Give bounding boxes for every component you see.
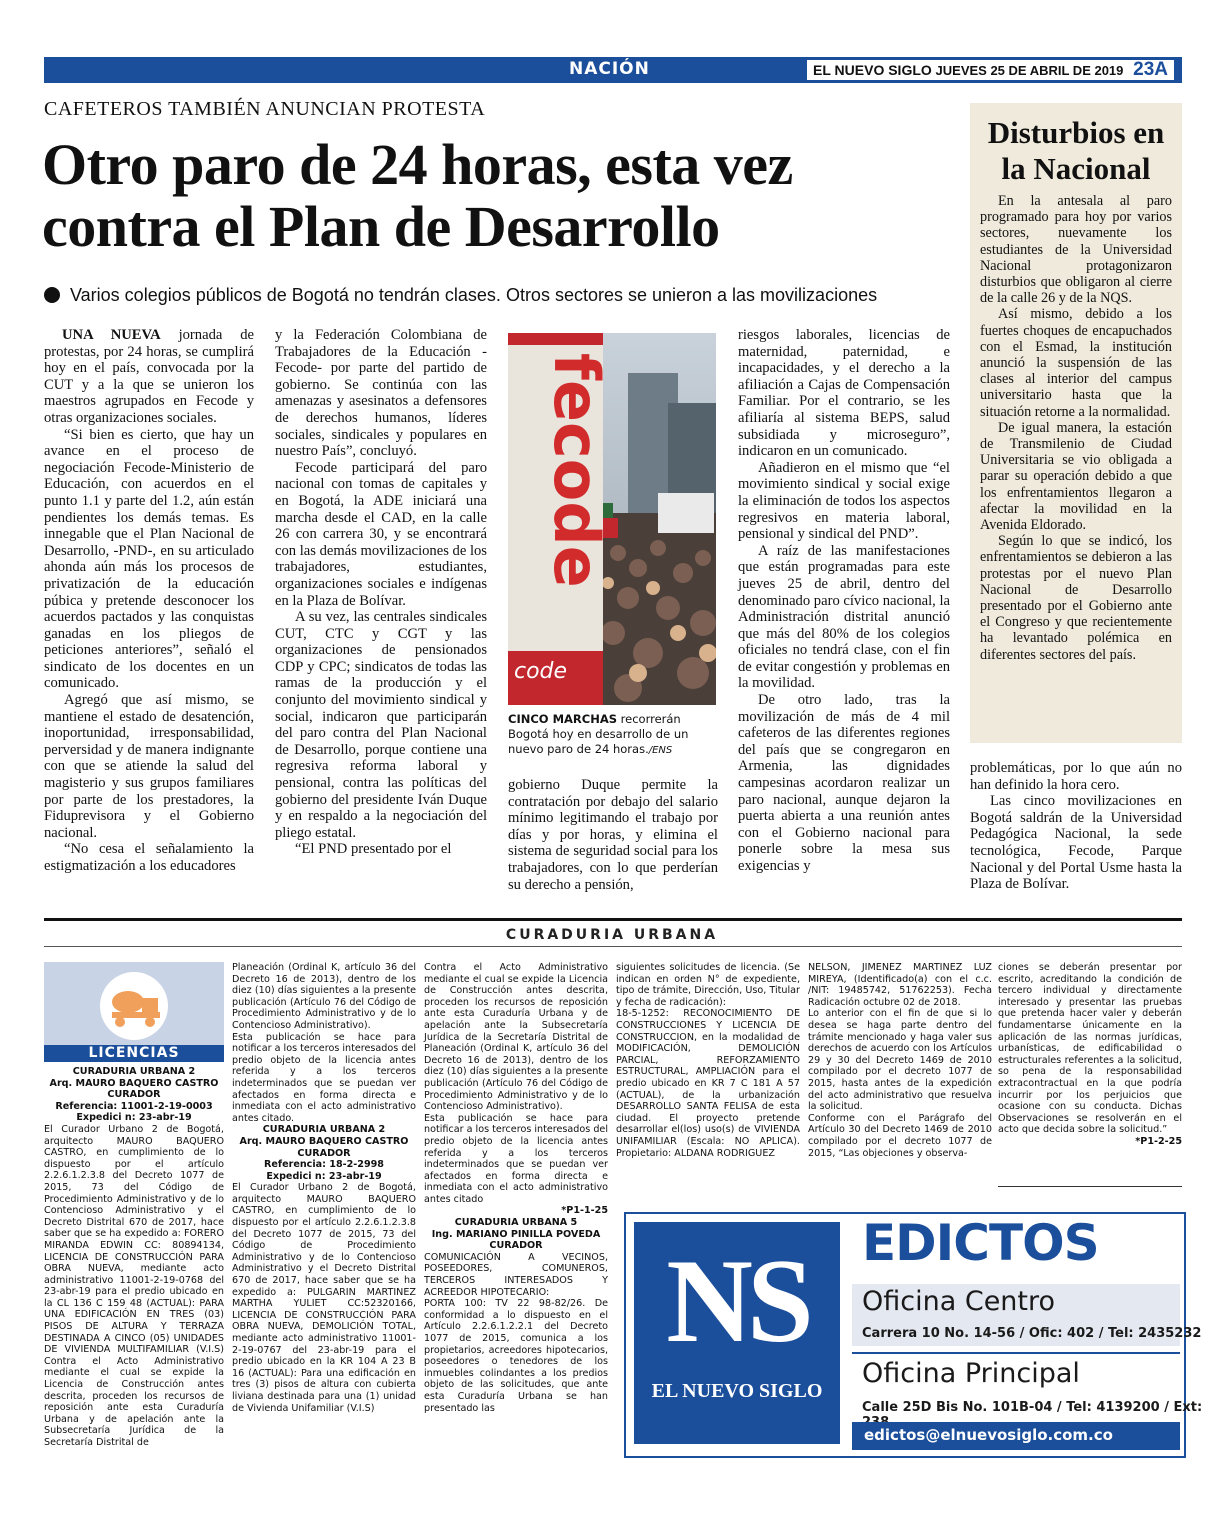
cement-truck-icon <box>44 962 224 1046</box>
notice-line: Esta publicación se hace para notificar a los terceros interesados del predio objeto de la licencia antes referida y a los terceros indeterminados que se puedan ver afectados en forma directa e inmediata con el acto administrativo antes citado. <box>232 1031 416 1124</box>
paragraph: y la Federación Colombiana de Trabajadores de la Educación -Fecode- por parte del partido de gobierno. Se continúa con las amenazas y asesinatos a defensores de derechos humanos, líderes sociales, sindicales y populares en nuestro País”, concluyó. <box>275 327 487 460</box>
paragraph: De otro lado, tras la movilización de más de 4 mil cafeteros de las diferentes regiones del país que se congregaron en Armenia, las dignidades campesinas acordaron realizar un paro nacional, aunque dejaron la puerta abierta a una reunión antes con el Gobierno nacional para ponerle sobre la mesa sus exigencias y <box>738 692 950 874</box>
notice-line: 18-5-1252: RECONOCIMIENTO DE CONSTRUCCIONES Y LICENCIA DE CONSTRUCCION, en la modalidad de MODIFICACIÓN, DEMOLICIÓN PARCIAL, REFORZAMIENTO ESTRUCTURAL, AMPLIACIÓN para el predio ubicado en KR 7 C 181 A 57 (ACTUAL), de la urbanización DESARROLLO SANTA FELISA de esta ciudad. El proyecto pretende desarrollar el(los) uso(s) de VIVIENDA UNIFAMILIAR (Escala: NO APLICA). Propietario: ALDANA RODRIGUEZ <box>616 1008 800 1159</box>
article-column-2 <box>275 327 487 858</box>
page-number: 23A <box>1133 59 1168 80</box>
kicker: CAFETEROS TAMBIÉN ANUNCIAN PROTESTA <box>44 98 486 120</box>
edictos-title: EDICTOS <box>862 1214 1099 1272</box>
ns-logo-name: EL NUEVO SIGLO <box>651 1380 823 1402</box>
sidebar-title-line-1: Disturbios en <box>987 115 1165 150</box>
notice-line: CURADURIA URBANA 5 <box>454 1217 578 1229</box>
paragraph: A raíz de las manifestaciones que están programadas para este jueves 25 de abril, dentro del denominado paro cívico nacional, la Administración distrital anunció que más del 80% de los colegios oficiales no tendrá clase, con el fin de evitar congestión y problemas en la movilidad. <box>738 542 950 692</box>
bullet-icon <box>44 287 60 303</box>
article-column-3 <box>508 777 718 893</box>
issue-date: JUEVES 25 DE ABRIL DE 2019 <box>935 63 1124 78</box>
notice-line: *P1-2-25 <box>1135 1135 1182 1147</box>
notice-line: CURADURIA URBANA 2 <box>72 1066 196 1077</box>
article-column-5 <box>970 760 1182 893</box>
notice-line: Conforme con el Parágrafo del Artículo 30 del Decreto 1469 de 2010 compilado por el decreto 1077 de 2015, “Las objeciones y observa- <box>808 1112 992 1159</box>
paragraph: “No cesa el señalamiento la estigmatización a los educadores <box>44 841 254 874</box>
paragraph: Fecode participará del paro nacional con tomas de capitales y en Bogotá, la ADE iniciará una marcha desde el CAD, en la calle 26 con carrera 30, y se encontrará con las demás movilizaciones de los trabajadores, estudiantes, organizaciones sociales e indígenas en la Plaza de Bolívar. <box>275 459 487 609</box>
caption-text: recorrerán Bogotá hoy en desarrollo de un nuevo paro de 24 horas. <box>508 712 689 756</box>
deck <box>44 285 964 306</box>
headline <box>42 134 962 258</box>
sidebar-paragraph: De igual manera, la estación de Transmilenio de Ciudad Universitaria se vio obligada a parar su operación debido a que los enfrentamientos llegaron a afectar la movilidad en la Avenida Eldorado. <box>980 419 1172 534</box>
folio <box>807 60 1174 80</box>
paragraph: “Si bien es cierto, que hay un avance en el proceso de negociación Fecode-Ministerio de Educación, con acuerdos en el punto 1.1 y parte del 1.2, aún están pendientes los demás temas. Es innegable que el Plan Nacional de Desarrollo, -PND-, en su articulado ahonda aún más los procesos de privatización de la educación púbica y pretende desconocer los acuerdos pactados y las conquistas ganadas en los pliegos de peticiones anteriores”, señaló el sindicato de los docentes en un comunicado. <box>44 426 254 692</box>
notice-line: El Curador Urbano 2 de Bogotá, arquitecto MAURO BAQUERO CASTRO, en cumplimiento de lo dispuesto por el artículo 2.2.6.1.2.3.8 del Decreto 1077 de 2015, 73 del Código de Procedimiento Administrativo y de lo Contencioso Administrativo y el Decreto Distrital 670 de 2017, hace saber que se ha expedido a: FORERO MIRANDA EDWIN CC: 80894134, LICENCIA DE CONSTRUCCIÓN PARA OBRA NUEVA, mediante acto administrativo 11001-2-19-0768 del 23-abr-19 para el predio ubicado en la CL 136 C 159 48 (ACTUAL): PARA UNA EDIFICACIÓN EN TRES (03) PISOS DE ALTURA Y TERRAZA DESTINADA A CINCO (05) UNIDADES DE VIVIENDA MULTIFAMILIAR (V.I.S) Contra el Acto Administrativo mediante el cual se expide la Licencia de Construcción antes descrita, proceden los recursos de reposición ante esta Curaduría Urbana y de apelación ante la Subsecretaría Jurídica de la Secretaría Distrital de <box>44 1123 224 1448</box>
section-name: NACIÓN <box>569 59 650 79</box>
licencias-label: LICENCIAS <box>44 1045 224 1062</box>
notice-line: Esta publicación se hace para notificar a los terceros interesados del predio objeto de la licencia antes referida y a los terceros indeterminados que se puedan ver afectados en forma directa e inmediata con el acto administrativo antes citado <box>424 1112 608 1205</box>
classified-column-3 <box>424 962 608 1414</box>
paragraph-text: jornada de protestas, por 24 horas, se cumplirá hoy en el país, convocada por la CUT y a la que se unieron los maestros agrupados en Fecode y otras organizaciones sociales. <box>44 327 254 426</box>
protest-photo <box>508 333 716 705</box>
sidebar-paragraph: Según lo que se indicó, los enfrentamientos se debieron a las protestas por el nuevo Plan Nacional de Desarrollo presentado por el Gobierno ante el Congreso y que recientemente ha levantado polémica en diferentes sectores del país. <box>980 533 1172 663</box>
caption-credit: /ENS <box>648 745 673 756</box>
curaduria-title: CURADURIA URBANA <box>505 927 719 943</box>
office2-name: Oficina Principal <box>862 1358 1080 1389</box>
article-column-1 <box>44 327 254 875</box>
notice-line: ciones se deberán presentar por escrito, acreditando la condición de tercero individual y directamente interesado y presentar las pruebas que pretenda hacer valer y deberán fundamentarse únicamente en la aplicación de las normas jurídicas, urbanísticas, de edificabilidad o estructurales referentes a la solicitud, so pena de la responsabilidad extracontractual en la que podría incurrir por los perjuicios que ocasione con su conducta. Dichas Observaciones se resolverán en el acto que decida sobre la solicitud.” <box>998 962 1182 1136</box>
paragraph: “El PND presentado por el <box>295 841 452 858</box>
lead-in: UNA NUEVA <box>62 327 161 343</box>
paragraph <box>44 327 254 427</box>
ns-logo-letters: NS <box>666 1234 808 1367</box>
article-column-4 <box>738 327 950 875</box>
classified-column-1 <box>44 1066 224 1449</box>
paragraph: Añadieron en el mismo que “el movimiento sindical y social exige la eliminación de todos los aspectos regresivos en materia laboral, pensional y sindical del PND”. <box>738 459 950 543</box>
curaduria-rule <box>44 946 1182 947</box>
caption-lead: CINCO MARCHAS <box>508 712 618 726</box>
deck-text: Varios colegios públicos de Bogotá no tendrán clases. Otros sectores se unieron a las movilizaciones <box>70 285 878 305</box>
headline-line-2: contra el Plan de Desarrollo <box>42 194 720 259</box>
licencias-icon-box <box>44 962 224 1058</box>
paragraph: Agregó que así mismo, se mantiene el estado de desatención, inoportunidad, irresponsabilidad, perversidad y de manera indignante con que se atiende la salud del magisterio y sus grupos familiares por parte de los prestadores, la Fiduprevisora y el Gobierno nacional. <box>44 692 254 841</box>
office2-address: Calle 25D Bis No. 101B-04 / Tel: 4139200 / Ext: <box>862 1400 1203 1415</box>
section-header-bar <box>44 57 1182 83</box>
notice-line: Arq. MAURO BAQUERO CASTRO <box>49 1077 219 1089</box>
notice-line: Expedici n: 23-abr-19 <box>76 1112 192 1124</box>
sidebar-paragraph: En la antesala al paro programado para hoy por varios sectores, nuevamente los estudiantes de la Universidad Nacional protagonizaron disturbios que obligaron al cierre de la calle 26 y de la NQS. <box>980 193 1172 307</box>
banner-text: fecode <box>540 353 613 588</box>
notice-line: CURADOR <box>297 1147 351 1159</box>
classified-column-2 <box>232 962 416 1414</box>
paper-name: EL NUEVO SIGLO <box>813 62 932 78</box>
notice-line: PORTA 100: TV 22 98-82/26. De conformidad a lo dispuesto en el Artículo 2.2.6.1.2.2.1 del Decreto 1077 de 2015, comunica a los propietarios, acreedores hipotecarios, poseedores o tenedores de los inmuebles colindantes a los predios objeto de las solicitudes, que ante esta Curaduría Urbana se han presentado las <box>424 1298 608 1414</box>
classified-column-4 <box>616 962 800 1159</box>
notice-line: CURADOR <box>107 1089 161 1101</box>
office1-address: Carrera 10 No. 14-56 / Ofic: 402 / Tel: 2435232 <box>862 1326 1202 1341</box>
ns-logo <box>634 1222 840 1444</box>
paragraph: Las cinco movilizaciones en Bogotá saldrán de la Universidad Pedagógica Nacional, la sede tecnológica, Fecode, Parque Nacional y del Portal Usme hasta la Plaza de Bolívar. <box>970 793 1182 893</box>
paragraph: riesgos laborales, licencias de maternidad, paternidad, e incapacidades, y el derecho a la afiliación a Cajas de Compensación Familiar. Por el contrario, se les afiliaría al sistema BEPS, salud subsidiada y microseguro”, indicaron en un comunicado. <box>738 327 950 460</box>
notice-line: NELSON, JIMENEZ MARTINEZ LUZ MIREYA, (Identificado(a) con el c.c. /NIT: 19485742, 51762253). Fecha Radicación octubre 02 de 2018. <box>808 962 992 1008</box>
photo-caption <box>508 712 718 758</box>
notice-line: Expedici n: 23-abr-19 <box>266 1170 382 1182</box>
notice-line: Referencia: 18-2-2998 <box>264 1159 384 1171</box>
paragraph: gobierno Duque permite la contratación por debajo del salario mínimo legitimando el trabajo por días y por horas, y elimina el sistema de seguridad social para los trabajadores, con lo que perderían su derecho a pensión, <box>508 777 718 893</box>
sidebar-title-line-2: la Nacional <box>1001 151 1151 186</box>
banner-text-2: code <box>514 659 568 684</box>
edictos-email[interactable]: edictos@elnuevosiglo.com.co <box>864 1426 1113 1444</box>
notice-line: Ing. MARIANO PINILLA POVEDA <box>431 1228 601 1240</box>
sidebar-title <box>970 115 1182 187</box>
notice-line: CURADURIA URBANA 2 <box>262 1124 386 1136</box>
notice-line: siguientes solicitudes de licencia. (Se indican en orden N° de expediente, tipo de trámite, Dirección, Uso, Titular y fecha de radicación): <box>616 962 800 1008</box>
notice-line: Planeación (Ordinal K, artículo 36 del Decreto 16 de 2013), dentro de los diez (10) días siguientes a la presente publicación (Artículo 76 del Código de Procedimiento Administrativo y de lo Contencioso Administrativo). <box>232 962 416 1031</box>
classified-end-rule <box>998 1186 1182 1187</box>
notice-line: Lo anterior con el fin de que si lo desea se haga parte dentro del trámite mencionado y haga valer sus derechos de acuerdo con los Artículos 29 y 30 del Decreto 1469 de 2010 compilado por el decreto 1077 de 2015, hasta antes de la expedición del acto administrativo que resuelva la solicitud. <box>808 1008 992 1113</box>
classified-column-5 <box>808 962 992 1159</box>
paragraph: A su vez, las centrales sindicales CUT, CTC y CGT y las organizaciones de pensionados CDP y CPC; sindicatos de todas las ramas de la producción y el conjunto del movimiento sindical y social, indicaron que participarán del paro contra del Plan Nacional de Desarrollo, porque contiene una regresiva reforma laboral y pensional, contra las políticas del gobierno del presidente Iván Duque y en respaldo a la negociación del pliego estatal. <box>275 609 487 841</box>
sidebar-paragraph: Así mismo, debido a los fuertes choques de encapuchados con el Esmad, la institución anunció la suspensión de las clases al interior del campus universitario hasta que la situación retorne a la normalidad. <box>980 306 1172 420</box>
ad-divider <box>852 1352 1180 1354</box>
office1-name: Oficina Centro <box>862 1286 1056 1317</box>
notice-line: El Curador Urbano 2 de Bogotá, arquitecto MAURO BAQUERO CASTRO, en cumplimiento de lo dispuesto por el artículo 2.2.6.1.2.3.8 del Decreto 1077 de 2015, 73 del Código de Procedimiento Administrativo y de lo Contencioso Administrativo y el Decreto Distrital 670 de 2017, hace saber que se ha expedido a: PULGARIN MARTINEZ MARTHA YULIET CC:52320166, LICENCIA DE CONSTRUCCIÓN PARA OBRA NUEVA, DEMOLICIÓN TOTAL, mediante acto administrativo 11001-2-19-0767 del 23-abr-19 para el predio ubicado en la KR 104 A 23 B 16 (ACTUAL): Para una edificación en tres (3) pisos de altura con cubierta liviana destinada para una (1) unidad de Vivienda Unifamiliar (V.I.S) <box>232 1182 416 1414</box>
section-divider <box>44 918 1182 921</box>
notice-line: CURADOR <box>489 1240 543 1252</box>
photo-illustration <box>508 333 716 705</box>
notice-line: *P1-1-25 <box>561 1205 608 1217</box>
notice-line: Contra el Acto Administrativo mediante el cual se expide la Licencia de Construcción antes descrita, proceden los recursos de reposición ante esta Curaduría Urbana y de apelación ante la Subsecretaría Jurídica de la Secretaría Distrital de Planeación (Ordinal K, artículo 36 del Decreto 16 de 2013), dentro de los diez (10) días siguientes a la presente publicación (Artículo 76 del Código de Procedimiento Administrativo y de lo Contencioso Administrativo). <box>424 962 608 1113</box>
paragraph: problemáticas, por lo que aún no han definido la hora cero. <box>970 760 1182 793</box>
sidebar-text <box>980 193 1172 663</box>
notice-line: COMUNICACIÓN A VECINOS, POSEEDORES, COMUNEROS, TERCEROS INTERESADOS Y ACREEDOR HIPOTECARIO: <box>424 1251 608 1298</box>
sidebar-box <box>970 103 1182 743</box>
notice-line: Arq. MAURO BAQUERO CASTRO <box>239 1135 409 1147</box>
classified-column-6 <box>998 962 1182 1148</box>
headline-line-1: Otro paro de 24 horas, esta vez <box>42 132 793 197</box>
notice-line: Referencia: 11001-2-19-0003 <box>55 1100 213 1112</box>
